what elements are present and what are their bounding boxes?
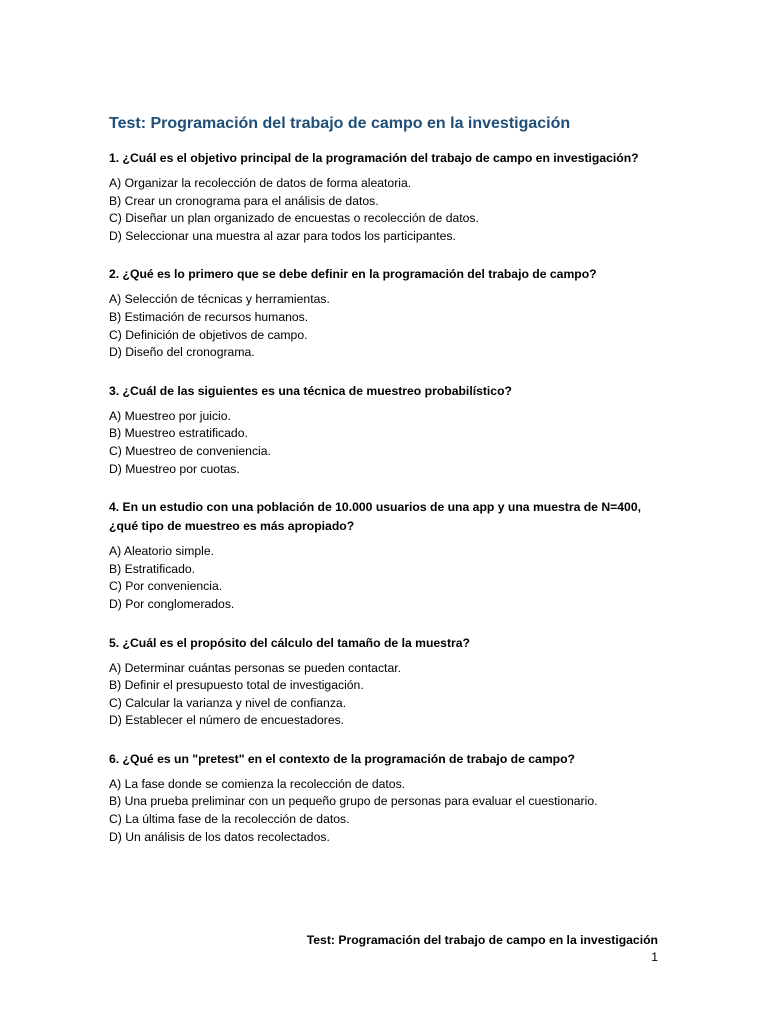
answer-option-d: D) Seleccionar una muestra al azar para todos los participantes. [109, 228, 456, 243]
answer-option-d: D) Muestreo por cuotas. [109, 461, 240, 476]
answer-option-c: C) Por conveniencia. [109, 579, 223, 594]
answer-option-a: A) Organizar la recolección de datos de forma aleatoria. [109, 176, 412, 190]
answer-option-c: C) Calcular la varianza y nivel de confianza. [109, 695, 347, 710]
question-text: 2. ¿Qué es lo primero que se debe definir en la programación del trabajo de campo? [109, 267, 597, 282]
page-number: 1 [651, 950, 658, 964]
answer-options [109, 175, 669, 245]
page-footer-title: Test: Programación del trabajo de campo en la investigación [306, 933, 658, 947]
answer-option-b: B) Estratificado. [109, 561, 196, 576]
answer-option-a: A) Aleatorio simple. [109, 544, 214, 559]
question-text: 6. ¿Qué es un "pretest" en el contexto de la programación de trabajo de campo? [109, 751, 575, 766]
answer-option-c: C) Muestreo de conveniencia. [109, 443, 271, 458]
answer-option-a: A) Determinar cuántas personas se pueden contactar. [109, 660, 401, 675]
answer-option-d: D) Establecer el número de encuestadores. [109, 713, 345, 728]
question-text: 4. En un estudio con una población de 10.000 usuarios de una app y una muestra de N=400, ¿qué tipo de muestreo es más apropiado? [109, 500, 641, 534]
answer-options [109, 543, 669, 613]
answer-options [109, 776, 669, 846]
answer-option-c: C) Diseñar un plan organizado de encuestas o recolección de datos. [109, 211, 479, 226]
answer-options [109, 291, 669, 361]
question-2 [109, 265, 669, 361]
answer-options [109, 408, 669, 478]
answer-option-a: A) Muestreo por juicio. [109, 408, 231, 423]
answer-option-d: D) Un análisis de los datos recolectados. [109, 829, 330, 844]
answer-option-b: B) Una prueba preliminar con un pequeño grupo de personas para evaluar el cuestionario. [109, 794, 598, 809]
question-4 [109, 498, 669, 613]
answer-option-b: B) Definir el presupuesto total de investigación. [109, 678, 364, 693]
answer-option-b: B) Crear un cronograma para el análisis de datos. [109, 193, 379, 208]
question-text: 1. ¿Cuál es el objetivo principal de la programación del trabajo de campo en investigación? [109, 151, 639, 165]
answer-option-c: C) Definición de objetivos de campo. [109, 327, 308, 342]
question-1 [109, 149, 669, 245]
question-6 [109, 750, 669, 846]
question-text: 5. ¿Cuál es el propósito del cálculo del tamaño de la muestra? [109, 635, 470, 650]
answer-option-a: A) La fase donde se comienza la recolección de datos. [109, 776, 406, 791]
answer-option-a: A) Selección de técnicas y herramientas. [109, 292, 330, 307]
answer-options [109, 660, 669, 730]
answer-option-b: B) Estimación de recursos humanos. [109, 309, 309, 324]
answer-option-b: B) Muestreo estratificado. [109, 426, 248, 441]
document-body [109, 113, 669, 866]
document-title: Test: Programación del trabajo de campo en la investigación [109, 115, 571, 132]
answer-option-d: D) Por conglomerados. [109, 596, 235, 611]
answer-option-c: C) La última fase de la recolección de datos. [109, 812, 350, 827]
answer-option-d: D) Diseño del cronograma. [109, 345, 255, 360]
question-5 [109, 634, 669, 730]
question-text: 3. ¿Cuál de las siguientes es una técnica de muestreo probabilístico? [109, 383, 512, 398]
question-3 [109, 382, 669, 478]
